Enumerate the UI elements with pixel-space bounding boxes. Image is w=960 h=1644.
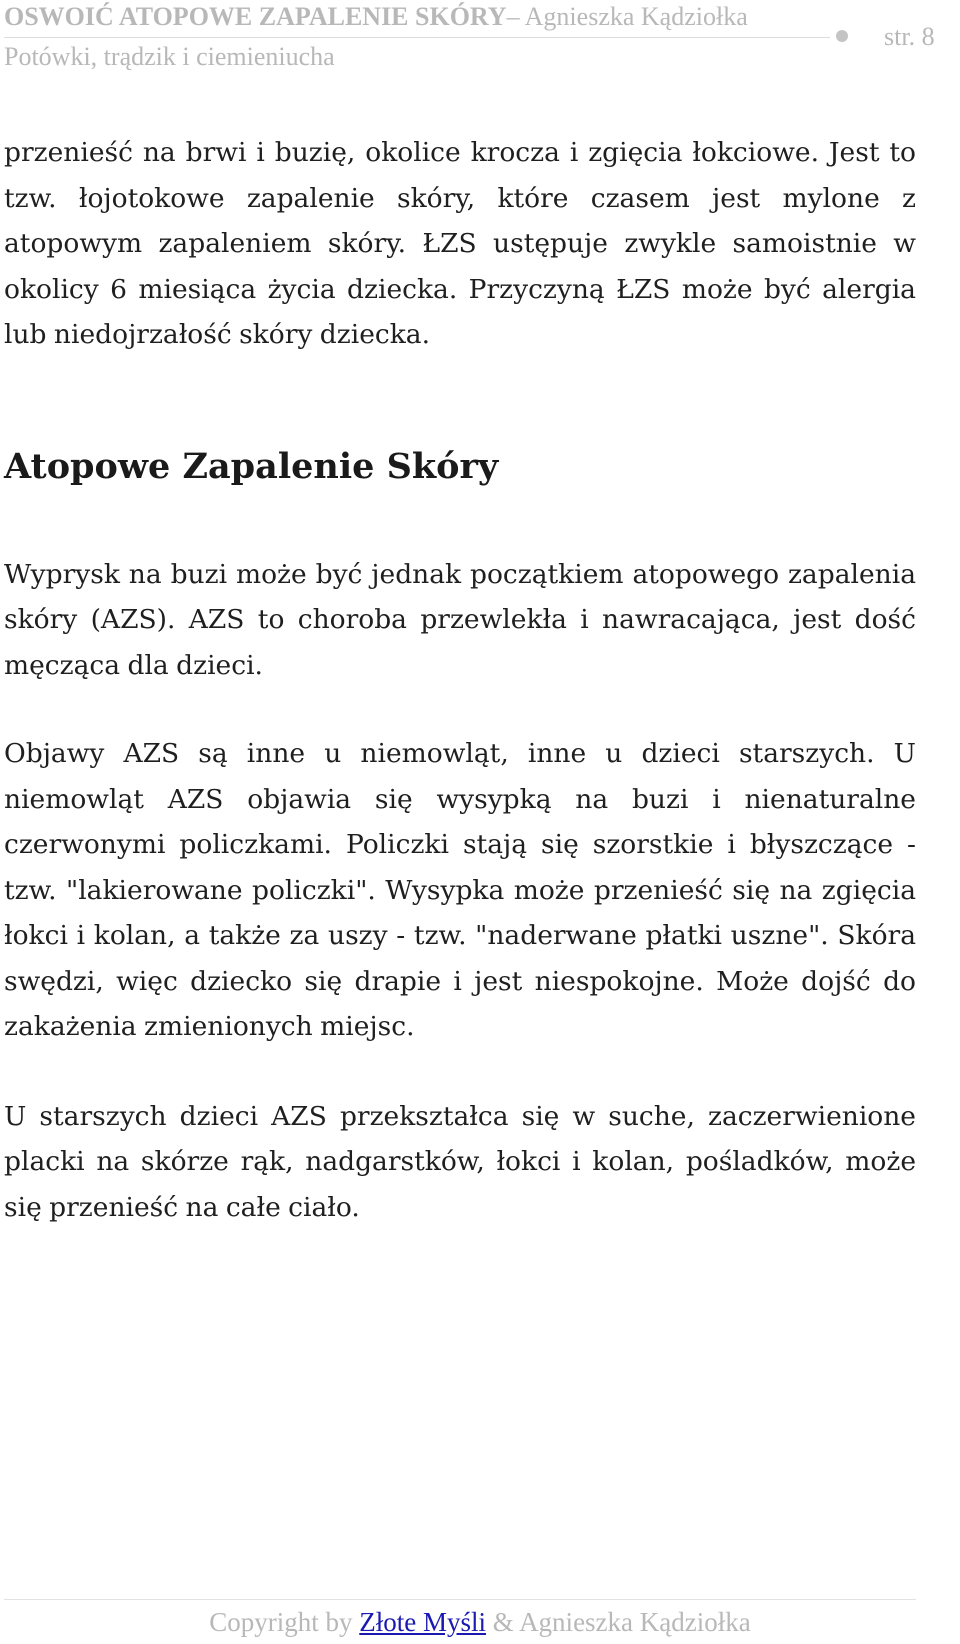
paragraph-azs-older-children: U starszych dzieci AZS przekształca się w suche, zaczerwienione placki na skórze rąk, nadgarstków, łokci i kolan, pośladków, może się przenieść na całe ciało. <box>4 1100 916 1223</box>
header-author: Agnieszka Kądziołka <box>524 2 748 31</box>
bullet-icon <box>836 30 848 42</box>
book-title: OSWOIĆ ATOPOWE ZAPALENIE SKÓRY <box>4 2 507 31</box>
section-heading: Atopowe Zapalenie Skóry <box>4 445 499 487</box>
header-divider <box>4 37 830 38</box>
footer-divider <box>4 1599 916 1600</box>
chapter-title: Potówki, trądzik i ciemieniucha <box>4 42 335 71</box>
header-title-line <box>4 2 748 32</box>
copyright-prefix: Copyright by <box>209 1607 353 1637</box>
paragraph-azs-intro: Wyprysk na buzi może być jednak początkiem atopowego zapalenia skóry (AZS). AZS to choroba przewlekła i nawracająca, jest dość męcząca dla dzieci. <box>4 558 916 681</box>
footer-author: Agnieszka Kądziołka <box>519 1607 751 1637</box>
page-footer <box>0 1606 960 1638</box>
page-number: str. 8 <box>884 22 935 51</box>
paragraph-azs-symptoms: Objawy AZS są inne u niemowląt, inne u dzieci starszych. U niemowląt AZS objawia się wysypką na buzi i nienaturalne czerwonymi policzkami. Policzki stają się szorstkie i błyszczące - tzw. "lakierowane policzki". Wysypka może przenieść się na zgięcia łokci i kolan, a także za uszy - tzw. "naderwane płatki uszne". Skóra swędzi, więc dziecko się drapie i jest niespokojne. Może dojść do zakażenia zmienionych miejsc. <box>4 738 916 1042</box>
page-content <box>4 130 916 1230</box>
paragraph-lzs: przenieść na brwi i buzię, okolice krocza i zgięcia łokciowe. Jest to tzw. łojotokowe zapalenie skóry, które czasem jest mylone z atopowym zapaleniem skóry. ŁZS ustępuje zwykle samoistnie w okolicy 6 miesiąca życia dziecka. Przyczyną ŁZS może być alergia lub niedojrzałość skóry dziecka. <box>4 137 916 350</box>
header-dash: – <box>506 2 520 31</box>
footer-separator: & <box>492 1607 514 1637</box>
publisher-link[interactable]: Złote Myśli <box>359 1607 487 1637</box>
page-header <box>0 0 960 80</box>
